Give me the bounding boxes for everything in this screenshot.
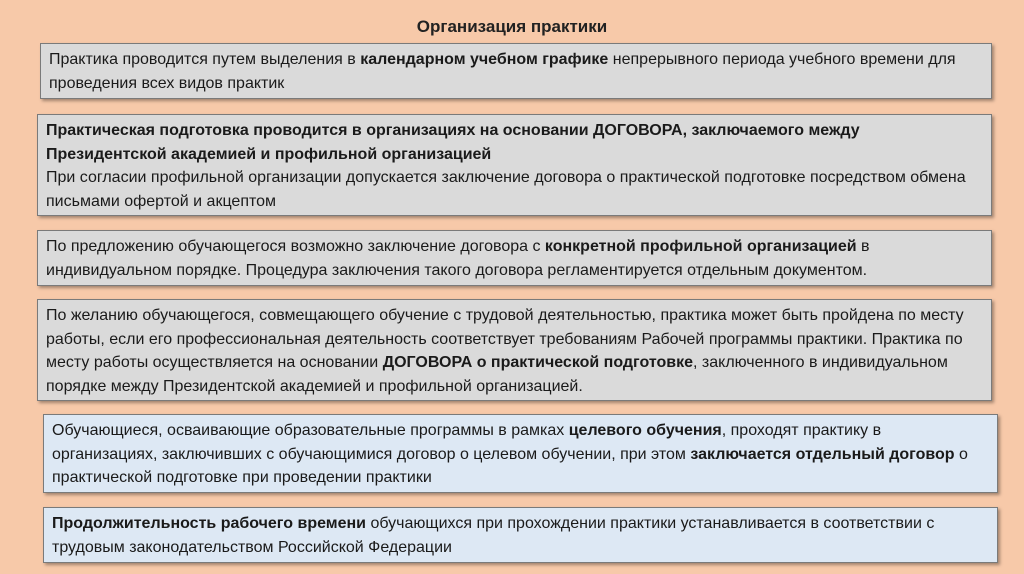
box-text: в индивидуальном порядке. Процедура заключения такого договора регламентируется отдельным документом.	[46, 238, 870, 279]
box-text: По предложению обучающегося возможно заключение договора с	[46, 238, 545, 255]
box-text: Обучающиеся, осваивающие образовательные программы в рамках	[52, 422, 569, 439]
box-text: Практика проводится путем выделения в	[49, 51, 361, 68]
info-box-calendar-schedule	[40, 43, 992, 99]
box-bold-text: календарном учебном графике	[360, 51, 609, 68]
info-box-individual-contract	[37, 230, 992, 286]
box-bold-text: ДОГОВОРА о практической подготовке	[382, 354, 694, 371]
box-bold-text: Практическая подготовка проводится в организациях на основании ДОГОВОРА, заключаемого между Президентской академией и профильной организацией	[46, 122, 860, 163]
info-box-contract	[37, 114, 992, 216]
box-bold-text: целевого обучения	[568, 422, 722, 439]
box-bold-text: заключается отдельный договор	[690, 445, 955, 463]
box-bold-text: конкретной профильной организацией	[544, 238, 857, 255]
info-box-targeted-training	[43, 414, 998, 493]
box-text: о практической подготовке при проведении практики	[52, 445, 968, 486]
box-text: При согласии профильной организации допускается заключение договора о практической подготовке посредством обмена письмами офертой и акцептом	[46, 169, 966, 210]
box-text: , проходят практику в организациях, заключивших с обучающимися договор о целевом обучении, при этом	[52, 422, 882, 463]
box-text: , заключенного в индивидуальном порядке между Президентской академией и профильной организацией.	[46, 354, 948, 395]
box-text: непрерывного периода учебного времени для проведения всех видов практик	[49, 51, 956, 92]
box-text: обучающихся при прохождении практики устанавливается в соответствии с трудовым законодательством Российской Федерации	[52, 515, 935, 556]
box-bold-text: Продолжительность рабочего времени	[52, 515, 367, 532]
info-box-workplace-practice	[37, 299, 992, 401]
box-text: По желанию обучающегося, совмещающего обучение с трудовой деятельностью, практика может быть пройдена по месту работы, если его профессиональная деятельность соответствует требованиям Рабочей программы практики. Практика по месту работы осуществляется на основании	[46, 307, 964, 371]
info-box-working-hours	[43, 507, 998, 563]
page-title: Организация практики	[416, 17, 608, 36]
